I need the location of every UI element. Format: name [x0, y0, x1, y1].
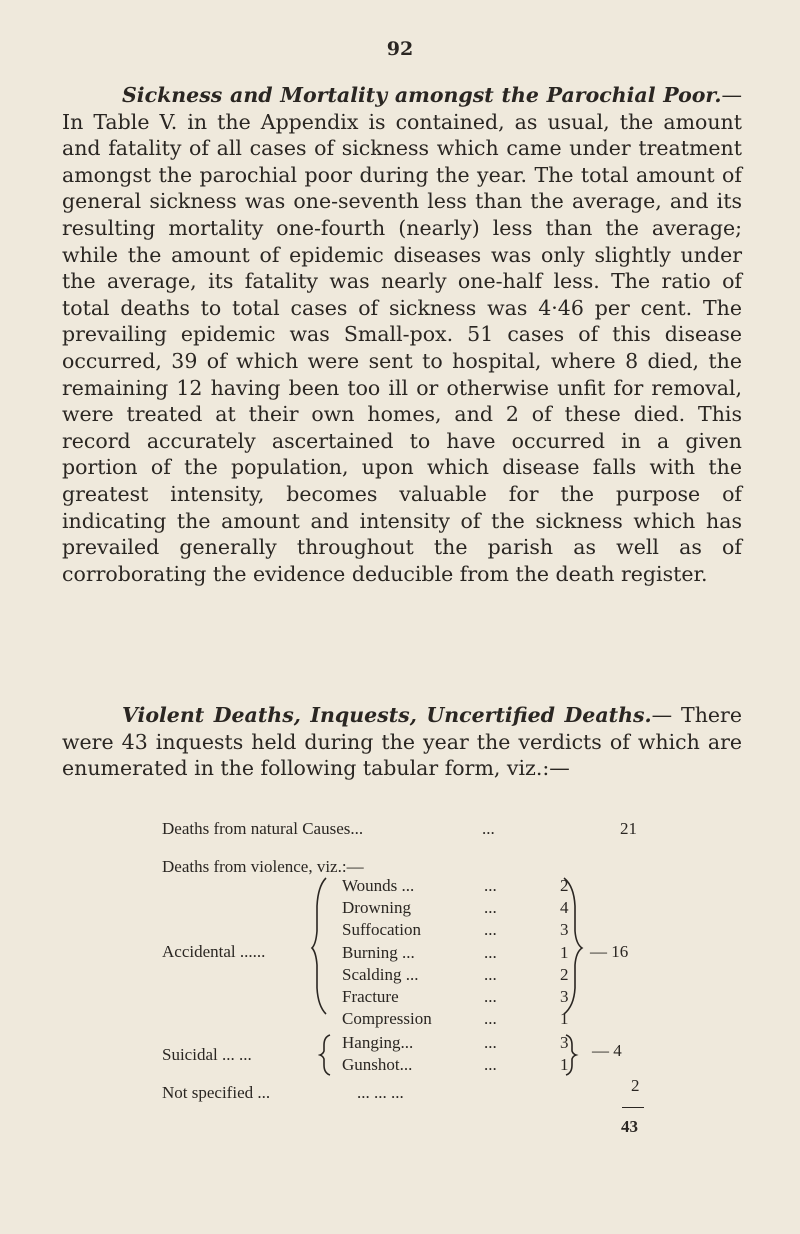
not-specified-total: 2	[631, 1076, 640, 1095]
suicidal-row-value: 1	[560, 1055, 569, 1074]
suicidal-row-dots: ...	[484, 1033, 497, 1052]
suicidal-row-dots: ...	[484, 1055, 497, 1074]
page-number: 92	[386, 38, 414, 60]
accidental-row-value: 1	[560, 1009, 569, 1028]
accidental-row-value: 3	[560, 920, 569, 939]
accidental-row-label: Scalding ...	[342, 965, 419, 984]
violence-label: Deaths from violence, viz.:—	[162, 857, 364, 876]
accidental-left-brace-icon	[310, 876, 332, 1016]
accidental-row-value: 4	[560, 898, 569, 917]
violent-deaths-paragraph	[62, 702, 742, 782]
suicidal-right-brace-icon	[563, 1033, 579, 1077]
accidental-row-value: 3	[560, 987, 569, 1006]
accidental-row-label: Burning ...	[342, 943, 415, 962]
sickness-heading: Sickness and Mortality amongst the Parochial Poor.	[122, 83, 722, 107]
not-specified-dots: ... ... ...	[357, 1083, 404, 1102]
accidental-row-label: Drowning	[342, 898, 411, 917]
grand-total: 43	[621, 1117, 638, 1136]
natural-causes-dots: ...	[482, 819, 495, 838]
suicidal-total: — 4	[592, 1041, 622, 1060]
accidental-right-brace-icon	[560, 876, 586, 1016]
violent-deaths-heading: Violent Deaths, Inquests, Uncertified Deaths.	[122, 703, 652, 727]
suicidal-row-label: Hanging...	[342, 1033, 414, 1052]
natural-causes-total: 21	[620, 819, 637, 838]
not-specified-label: Not specified ...	[162, 1083, 271, 1102]
suicidal-row-label: Gunshot...	[342, 1055, 413, 1074]
accidental-row-dots: ...	[484, 1009, 497, 1028]
accidental-row-dots: ...	[484, 920, 497, 939]
accidental-row-label: Compression	[342, 1009, 432, 1028]
sickness-paragraph	[62, 82, 742, 587]
accidental-row-dots: ...	[484, 965, 497, 984]
accidental-row-dots: ...	[484, 898, 497, 917]
suicidal-row-value: 3	[560, 1033, 569, 1052]
accidental-label: Accidental ......	[162, 942, 266, 961]
accidental-row-label: Suffocation	[342, 920, 422, 939]
accidental-total: — 16	[590, 942, 629, 961]
accidental-row-dots: ...	[484, 987, 497, 1006]
accidental-row-value: 2	[560, 876, 569, 895]
suicidal-left-brace-icon	[318, 1033, 334, 1077]
accidental-row-value: 1	[560, 943, 569, 962]
violent-deaths-body: — There were 43 inquests held during the year the verdicts of which are enumerated in the following tabular form, viz.:—	[62, 703, 742, 781]
accidental-row-label: Fracture	[342, 987, 399, 1006]
accidental-row-value: 2	[560, 965, 569, 984]
natural-causes-label: Deaths from natural Causes...	[162, 819, 364, 838]
accidental-row-label: Wounds ...	[342, 876, 415, 895]
suicidal-label: Suicidal ... ...	[162, 1045, 252, 1064]
accidental-row-dots: ...	[484, 876, 497, 895]
total-rule	[622, 1107, 644, 1108]
sickness-body: —In Table V. in the Appendix is contained, as usual, the amount and fatality of all cases of sickness which came under treatment amongst the parochial poor during the year. The total amount of general sickness was one-seventh less than the average, and its resulting mortality one-fourth (nearly) less than the average; while the amount of epidemic diseases was only slightly under the average, its fatality was nearly one-half less. The ratio of total deaths to total cases of sickness was 4·46 per cent. The prevailing epidemic was Small-pox. 51 cases of this disease occurred, 39 of which were sent to hospital, where 8 died, the remaining 12 having been too ill or otherwise unfit for removal, were treated at their own homes, and 2 of these died. This record accurately ascertained to have occurred in a given portion of the population, upon which disease falls with the greatest intensity, becomes valuable for the purpose of indicating the amount and intensity of the sickness which has prevailed generally throughout the parish as well as of corroborating the evidence deducible from the death register.	[62, 83, 742, 586]
accidental-row-dots: ...	[484, 943, 497, 962]
